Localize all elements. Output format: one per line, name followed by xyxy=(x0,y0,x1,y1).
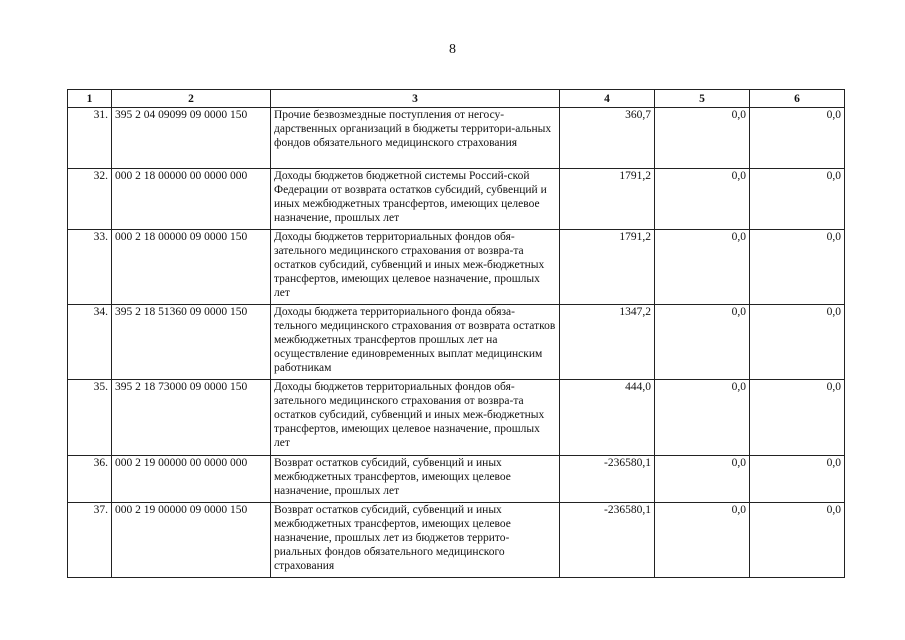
budget-classification-code: 000 2 18 00000 09 0000 150 xyxy=(112,230,271,305)
table-header-row xyxy=(68,90,845,108)
amount-col6: 0,0 xyxy=(750,305,845,380)
budget-classification-code: 395 2 04 09099 09 0000 150 xyxy=(112,108,271,169)
budget-classification-code: 395 2 18 73000 09 0000 150 xyxy=(112,380,271,456)
page-number: 8 xyxy=(449,42,456,57)
row-number: 32. xyxy=(68,169,112,230)
row-number: 36. xyxy=(68,456,112,503)
amount-col6: 0,0 xyxy=(750,503,845,578)
row-number: 35. xyxy=(68,380,112,456)
amount-col4: 1791,2 xyxy=(560,230,655,305)
amount-col6: 0,0 xyxy=(750,456,845,503)
budget-classification-code: 000 2 19 00000 09 0000 150 xyxy=(112,503,271,578)
amount-col4: -236580,1 xyxy=(560,503,655,578)
amount-col4: -236580,1 xyxy=(560,456,655,503)
amount-col6: 0,0 xyxy=(750,230,845,305)
amount-col5: 0,0 xyxy=(655,169,750,230)
row-number: 31. xyxy=(68,108,112,169)
revenue-description: Доходы бюджетов территориальных фондов обя-зательного медицинского страхования от возвра-та остатков субсидий, субвенций и иных меж-бюджетных трансфертов, имеющих целевое назначение, прошлых лет xyxy=(271,380,560,456)
column-header-1: 1 xyxy=(68,90,112,108)
row-number: 37. xyxy=(68,503,112,578)
revenue-description: Доходы бюджетов территориальных фондов обя-зательного медицинского страхования от возвра-та остатков субсидий, субвенций и иных меж-бюджетных трансфертов, имеющих целевое назначение, прошлых лет xyxy=(271,230,560,305)
table-row xyxy=(68,169,845,230)
table-row xyxy=(68,503,845,578)
budget-classification-code: 395 2 18 51360 09 0000 150 xyxy=(112,305,271,380)
column-header-6: 6 xyxy=(750,90,845,108)
amount-col5: 0,0 xyxy=(655,456,750,503)
table-row xyxy=(68,380,845,456)
column-header-3: 3 xyxy=(271,90,560,108)
amount-col6: 0,0 xyxy=(750,169,845,230)
amount-col4: 360,7 xyxy=(560,108,655,169)
revenue-description: Прочие безвозмездные поступления от негосу-дарственных организаций в бюджеты территори-альных фондов обязательного медицинского страхования xyxy=(271,108,560,169)
table-row xyxy=(68,456,845,503)
budget-revenue-table xyxy=(67,89,845,578)
budget-classification-code: 000 2 19 00000 00 0000 000 xyxy=(112,456,271,503)
amount-col5: 0,0 xyxy=(655,108,750,169)
budget-classification-code: 000 2 18 00000 00 0000 000 xyxy=(112,169,271,230)
column-header-4: 4 xyxy=(560,90,655,108)
table-row xyxy=(68,108,845,169)
amount-col5: 0,0 xyxy=(655,380,750,456)
revenue-description: Доходы бюджета территориального фонда обяза-тельного медицинского страхования от возврата остатков межбюджетных трансфертов прошлых лет на осуществление единовременных выплат медицинским работникам xyxy=(271,305,560,380)
amount-col6: 0,0 xyxy=(750,108,845,169)
amount-col6: 0,0 xyxy=(750,380,845,456)
table-row xyxy=(68,230,845,305)
revenue-description: Доходы бюджетов бюджетной системы Россий-ской Федерации от возврата остатков субсидий, субвенций и иных межбюджетных трансфертов, имеющих целевое назначение, прошлых лет xyxy=(271,169,560,230)
table-row xyxy=(68,305,845,380)
amount-col4: 444,0 xyxy=(560,380,655,456)
column-header-2: 2 xyxy=(112,90,271,108)
amount-col4: 1347,2 xyxy=(560,305,655,380)
row-number: 34. xyxy=(68,305,112,380)
amount-col4: 1791,2 xyxy=(560,169,655,230)
revenue-description: Возврат остатков субсидий, субвенций и иных межбюджетных трансфертов, имеющих целевое назначение, прошлых лет из бюджетов террито-риальных фондов обязательного медицинского страхования xyxy=(271,503,560,578)
row-number: 33. xyxy=(68,230,112,305)
amount-col5: 0,0 xyxy=(655,305,750,380)
amount-col5: 0,0 xyxy=(655,230,750,305)
amount-col5: 0,0 xyxy=(655,503,750,578)
revenue-description: Возврат остатков субсидий, субвенций и иных межбюджетных трансфертов, имеющих целевое назначение, прошлых лет xyxy=(271,456,560,503)
column-header-5: 5 xyxy=(655,90,750,108)
